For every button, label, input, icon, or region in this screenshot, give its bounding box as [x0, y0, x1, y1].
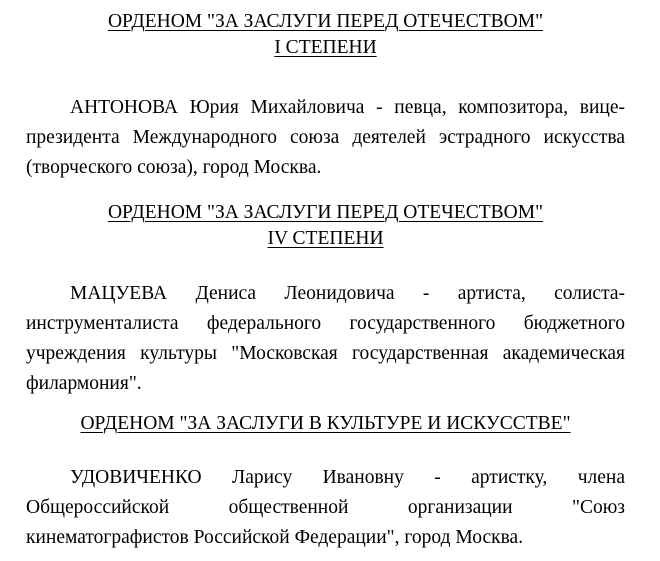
award-heading-2-title: ОРДЕНОМ "ЗА ЗАСЛУГИ ПЕРЕД ОТЕЧЕСТВОМ"	[107, 202, 544, 223]
award-heading-1	[26, 9, 625, 61]
award-recipient-3	[26, 463, 625, 553]
award-recipient-1	[26, 93, 625, 183]
award-heading-2	[26, 200, 625, 252]
recipient-3-surname: УДОВИЧЕНКО	[70, 467, 202, 488]
recipient-3-description: Ларису Ивановну - артистку, члена Общероссийской общественной организации "Союз кинематографистов Российской Федерации", город Москва.	[26, 467, 625, 548]
award-heading-1-title: ОРДЕНОМ "ЗА ЗАСЛУГИ ПЕРЕД ОТЕЧЕСТВОМ"	[107, 11, 544, 32]
recipient-2-description: Дениса Леонидовича - артиста, солиста-инструменталиста федерального государственного бюджетного учреждения культуры "Московская государственная академическая филармония".	[26, 283, 625, 394]
recipient-2-surname: МАЦУЕВА	[70, 283, 168, 304]
award-heading-3-title: ОРДЕНОМ "ЗА ЗАСЛУГИ В КУЛЬТУРЕ И ИСКУССТВЕ"	[80, 413, 571, 434]
award-recipient-2	[26, 279, 625, 399]
recipient-1-description: Юрия Михайловича - певца, композитора, вице-президента Международного союза деятелей эстрадного искусства (творческого союза), город Москва.	[26, 97, 625, 178]
award-heading-3	[26, 411, 625, 437]
award-heading-1-degree: I СТЕПЕНИ	[274, 37, 377, 58]
award-heading-2-degree: IV СТЕПЕНИ	[267, 228, 384, 249]
recipient-1-surname: АНТОНОВА	[70, 97, 178, 118]
